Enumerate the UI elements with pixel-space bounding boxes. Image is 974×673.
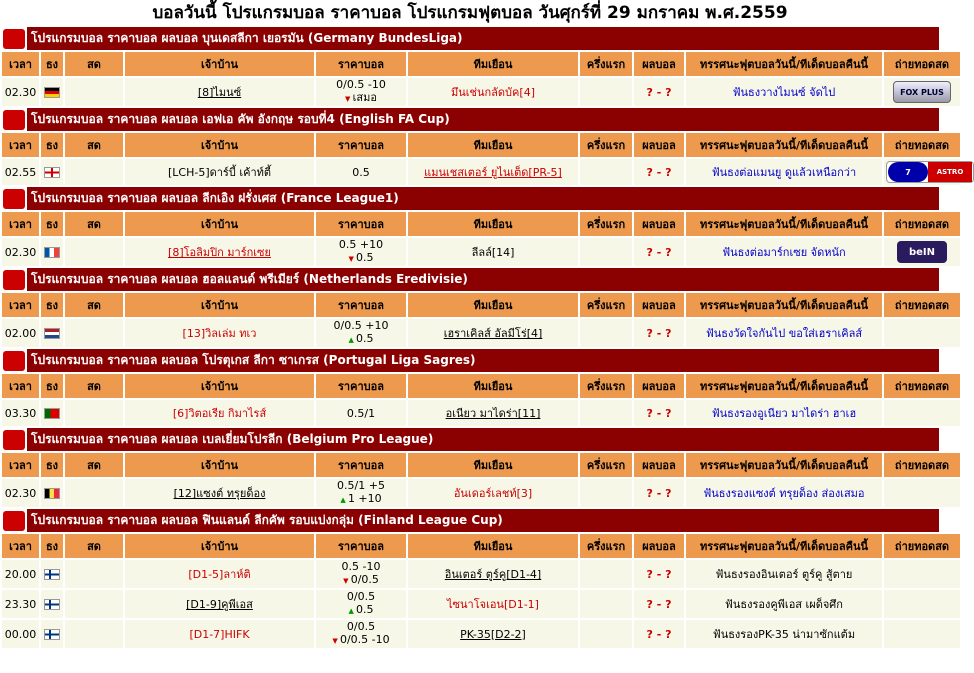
match-row: [2, 620, 960, 648]
live-cell: [65, 78, 123, 106]
header-result: ผลบอล: [634, 133, 684, 157]
page-title: บอลวันนี้ โปรแกรมบอล ราคาบอล โปรแกรมฟุตบอล วันศุกร์ที่ 29 มกราคม พ.ศ.2559: [152, 3, 788, 23]
odds-line-1: 0/0.5 -10: [336, 78, 386, 91]
header-flag: ธง: [41, 534, 63, 558]
match-time: 03.30: [2, 400, 39, 426]
match-time: 00.00: [2, 620, 39, 648]
arrow-up-icon: ▲: [348, 607, 357, 615]
half-time-score: [580, 479, 632, 507]
half-time-score: [580, 159, 632, 185]
arrow-down-icon: ▼: [343, 577, 351, 585]
header-row: [2, 374, 960, 398]
flag-fi-icon: [44, 599, 60, 610]
league-name: โปรแกรมบอล ราคาบอล ผลบอล บุนเดสลีกา เยอรมัน (Germany BundesLiga): [31, 31, 463, 45]
away-team[interactable]: ลีลล์[14]: [408, 238, 578, 266]
away-team[interactable]: อเนียว มาไดร่า[11]: [408, 400, 578, 426]
header-row: [2, 453, 960, 477]
odds-cell: [316, 620, 406, 648]
league-title: [0, 509, 940, 532]
prediction-tip[interactable]: ฟันธงรองอูเนียว มาไดร่า ฮาเฮ: [686, 400, 882, 426]
live-cell: [65, 319, 123, 347]
header-live: สด: [65, 534, 123, 558]
header-flag: ธง: [41, 374, 63, 398]
match-table: [0, 210, 962, 268]
result-score: ? - ?: [634, 479, 684, 507]
eredivisie-logo: [1, 268, 27, 291]
header-result: ผลบอล: [634, 293, 684, 317]
header-time: เวลา: [2, 52, 39, 76]
header-time: เวลา: [2, 133, 39, 157]
league-name: โปรแกรมบอล ราคาบอล ผลบอล ลีกเอิง ฝรั่งเศส (France League1): [31, 191, 399, 205]
header-price: ราคาบอล: [316, 374, 406, 398]
header-result: ผลบอล: [634, 374, 684, 398]
odds-line-1: 0.5/1 +5: [337, 479, 385, 492]
header-time: เวลา: [2, 293, 39, 317]
header-tv: ถ่ายทอดสด: [884, 212, 960, 236]
bundesliga-logo: [1, 27, 27, 50]
header-result: ผลบอล: [634, 534, 684, 558]
away-team[interactable]: มึนเช่นกลัดบัค[4]: [408, 78, 578, 106]
header-price: ราคาบอล: [316, 212, 406, 236]
match-row: [2, 479, 960, 507]
header-price: ราคาบอล: [316, 453, 406, 477]
header-flag: ธง: [41, 453, 63, 477]
flag-en-icon: [44, 167, 60, 178]
tv-cell: [884, 78, 960, 106]
header-result: ผลบอล: [634, 52, 684, 76]
header-half: ครึ่งแรก: [580, 52, 632, 76]
odds-line-1: 0.5 +10: [338, 238, 384, 251]
header-tv: ถ่ายทอดสด: [884, 52, 960, 76]
odds-line-1: 0/0.5: [346, 620, 376, 633]
tv-cell: [884, 590, 960, 618]
flag-cell: [41, 620, 63, 648]
odds-cell: [316, 159, 406, 185]
odds-line-2: [318, 633, 404, 648]
live-cell: [65, 238, 123, 266]
league-title: [0, 428, 940, 451]
match-row: [2, 238, 960, 266]
header-time: เวลา: [2, 212, 39, 236]
match-time: 02.30: [2, 78, 39, 106]
header-result: ผลบอล: [634, 212, 684, 236]
odds-line-1: 0/0.5: [346, 590, 376, 603]
odds-line-1: 0.5/1: [346, 406, 376, 420]
half-time-score: [580, 620, 632, 648]
prediction-tip[interactable]: ฟันธงวางไมนซ์ จัดไป: [686, 78, 882, 106]
flag-de-icon: [44, 87, 60, 98]
header-away: ทีมเยือน: [408, 133, 578, 157]
odds-line-2: [318, 603, 404, 618]
league-title: [0, 349, 940, 372]
flag-cell: [41, 560, 63, 588]
half-time-score: [580, 319, 632, 347]
header-live: สด: [65, 212, 123, 236]
tv-cell: [884, 159, 964, 185]
match-row: [2, 319, 960, 347]
header-live: สด: [65, 293, 123, 317]
away-team[interactable]: แมนเชสเตอร์ ยูไนเต็ด[PR-5]: [408, 159, 578, 185]
prediction-tip[interactable]: ฟันธงรองPK-35 น่ามาซักแต้ม: [686, 620, 882, 648]
header-row: [2, 212, 960, 236]
half-time-score: [580, 78, 632, 106]
league-name: โปรแกรมบอล ราคาบอล ผลบอล ฮอลแลนด์ พรีเมียร์ (Netherlands Eredivisie): [31, 272, 468, 286]
odds-line-1: 0/0.5 +10: [333, 319, 389, 332]
header-away: ทีมเยือน: [408, 212, 578, 236]
flag-pt-icon: [44, 408, 60, 419]
live-cell: [65, 590, 123, 618]
match-table: [0, 291, 962, 349]
header-live: สด: [65, 453, 123, 477]
odds-value-2: 0.5: [356, 603, 374, 616]
bein-sport-logo: beIN: [897, 241, 947, 263]
header-tip: ทรรศนะฟุตบอลวันนี้/ทีเด็ดบอลคืนนี้: [686, 534, 882, 558]
header-flag: ธง: [41, 133, 63, 157]
home-team[interactable]: [12]แซงต์ ทรุยด็อง: [125, 479, 314, 507]
match-time: 02.00: [2, 319, 39, 347]
odds-cell: [316, 590, 406, 618]
header-tv: ถ่ายทอดสด: [884, 453, 960, 477]
league-title: [0, 108, 940, 131]
header-time: เวลา: [2, 374, 39, 398]
header-home: เจ้าบ้าน: [125, 453, 314, 477]
match-row: [2, 159, 960, 185]
header-home: เจ้าบ้าน: [125, 293, 314, 317]
header-home: เจ้าบ้าน: [125, 374, 314, 398]
flag-cell: [41, 159, 63, 185]
header-price: ราคาบอล: [316, 133, 406, 157]
match-table: [0, 372, 962, 428]
odds-value-2: 0/0.5 -10: [339, 633, 390, 646]
league-name: โปรแกรมบอล ราคาบอล ผลบอล ฟินแลนด์ ลีกคัพ รอบแบ่งกลุ่ม (Finland League Cup): [31, 513, 503, 527]
league-list: [0, 27, 964, 650]
flag-cell: [41, 78, 63, 106]
away-team[interactable]: อินเตอร์ ตูร์คู[D1-4]: [408, 560, 578, 588]
live-cell: [65, 479, 123, 507]
header-flag: ธง: [41, 52, 63, 76]
odds-cell: [316, 479, 406, 507]
odds-cell: [316, 319, 406, 347]
header-tip: ทรรศนะฟุตบอลวันนี้/ทีเด็ดบอลคืนนี้: [686, 293, 882, 317]
league-logo-icon: [3, 430, 25, 450]
match-table: [0, 50, 962, 108]
header-tip: ทรรศนะฟุตบอลวันนี้/ทีเด็ดบอลคืนนี้: [686, 133, 882, 157]
header-half: ครึ่งแรก: [580, 133, 632, 157]
match-table: [0, 451, 962, 509]
astro-supersport-logo: [886, 161, 974, 183]
odds-cell: [316, 78, 406, 106]
header-result: ผลบอล: [634, 453, 684, 477]
header-away: ทีมเยือน: [408, 52, 578, 76]
header-tip: ทรรศนะฟุตบอลวันนี้/ทีเด็ดบอลคืนนี้: [686, 374, 882, 398]
odds-cell: [316, 238, 406, 266]
odds-line-2: [318, 332, 404, 347]
tv-cell: [884, 319, 960, 347]
arrow-down-icon: ▼: [348, 255, 357, 263]
league-logo-icon: [3, 351, 25, 371]
match-row: [2, 590, 960, 618]
header-row: [2, 133, 960, 157]
flag-nl-icon: [44, 328, 60, 339]
prediction-tip[interactable]: ฟันธงรองคูพีเอส เผด็จศึก: [686, 590, 882, 618]
league-logo-icon: [3, 189, 25, 209]
odds-value-2: 0/0.5: [350, 573, 379, 586]
league-name: โปรแกรมบอล ราคาบอล ผลบอล โปรตุเกส ลีกา ซาเกรส (Portugal Liga Sagres): [31, 353, 476, 367]
live-cell: [65, 560, 123, 588]
match-time: 02.30: [2, 238, 39, 266]
flag-fr-icon: [44, 247, 60, 258]
prediction-tip[interactable]: ฟันธงวัดใจกันไป ขอใส่เฮราเคิลส์: [686, 319, 882, 347]
result-score: ? - ?: [634, 400, 684, 426]
home-team[interactable]: [D1-5]ลาห์ติ: [125, 560, 314, 588]
header-half: ครึ่งแรก: [580, 212, 632, 236]
odds-line-2: [318, 91, 404, 106]
header-half: ครึ่งแรก: [580, 374, 632, 398]
header-home: เจ้าบ้าน: [125, 52, 314, 76]
live-cell: [65, 159, 123, 185]
match-table: [0, 131, 962, 187]
odds-value-2: 0.5: [356, 332, 374, 345]
flag-be-icon: [44, 488, 60, 499]
header-row: [2, 293, 960, 317]
header-price: ราคาบอล: [316, 293, 406, 317]
tv-cell: [884, 620, 960, 648]
header-tip: ทรรศนะฟุตบอลวันนี้/ทีเด็ดบอลคืนนี้: [686, 212, 882, 236]
header-half: ครึ่งแรก: [580, 453, 632, 477]
result-score: ? - ?: [634, 560, 684, 588]
header-away: ทีมเยือน: [408, 453, 578, 477]
header-price: ราคาบอล: [316, 534, 406, 558]
header-tv: ถ่ายทอดสด: [884, 534, 960, 558]
league-title: [0, 268, 940, 291]
flag-cell: [41, 590, 63, 618]
header-half: ครึ่งแรก: [580, 534, 632, 558]
half-time-score: [580, 400, 632, 426]
tv-cell: [884, 560, 960, 588]
half-time-score: [580, 238, 632, 266]
header-flag: ธง: [41, 293, 63, 317]
home-team[interactable]: [D1-7]HIFK: [125, 620, 314, 648]
jupiler-logo: [1, 428, 27, 451]
match-row: [2, 400, 960, 426]
odds-value-2: 1 +10: [347, 492, 382, 505]
odds-value-2: เสมอ: [352, 91, 377, 104]
header-time: เวลา: [2, 534, 39, 558]
home-team[interactable]: [13]วิลเล่ม ทเว: [125, 319, 314, 347]
astro-channel-icon: 7: [888, 162, 928, 182]
arrow-up-icon: ▲: [340, 496, 348, 504]
header-half: ครึ่งแรก: [580, 293, 632, 317]
odds-line-2: [318, 573, 404, 588]
league-name: โปรแกรมบอล ราคาบอล ผลบอล เอฟเอ คัพ อังกฤษ รอบที่4 (English FA Cup): [31, 112, 450, 126]
league-logo-icon: [3, 110, 25, 130]
header-home: เจ้าบ้าน: [125, 133, 314, 157]
arrow-down-icon: ▼: [345, 95, 353, 103]
header-live: สด: [65, 374, 123, 398]
away-team[interactable]: เฮราเคิลส์ อัลมีโร่[4]: [408, 319, 578, 347]
header-tv: ถ่ายทอดสด: [884, 374, 960, 398]
live-cell: [65, 620, 123, 648]
flag-cell: [41, 319, 63, 347]
fox-sports-plus-logo: FOX PLUS: [893, 81, 951, 103]
result-score: ? - ?: [634, 78, 684, 106]
header-live: สด: [65, 52, 123, 76]
home-team[interactable]: [LCH-5]ดาร์บี้ เค้าท์ตี้: [125, 159, 314, 185]
header-row: [2, 534, 960, 558]
odds-line-1: 0.5: [352, 165, 370, 179]
league-logo-icon: [3, 270, 25, 290]
arrow-down-icon: ▼: [332, 637, 340, 645]
match-time: 02.55: [2, 159, 39, 185]
league-logo-icon: [3, 511, 25, 531]
prediction-tip[interactable]: ฟันธงรองแซงต์ ทรุยด็อง ส่องเสมอ: [686, 479, 882, 507]
supersport-label: ASTRO: [928, 162, 972, 182]
result-score: ? - ?: [634, 620, 684, 648]
league-title: [0, 27, 940, 50]
half-time-score: [580, 590, 632, 618]
header-away: ทีมเยือน: [408, 293, 578, 317]
away-team[interactable]: อันเดอร์เลชท์[3]: [408, 479, 578, 507]
away-team[interactable]: ไซนาโจเอน[D1-1]: [408, 590, 578, 618]
prediction-tip[interactable]: ฟันธงต่อแมนยู ดูแล้วเหนือกว่า: [686, 159, 882, 185]
away-team[interactable]: PK-35[D2-2]: [408, 620, 578, 648]
home-team[interactable]: [D1-9]คูพีเอส: [125, 590, 314, 618]
odds-line-2: [318, 251, 404, 266]
prediction-tip[interactable]: ฟันธงรองอินเตอร์ ตูร์คู สู้ตาย: [686, 560, 882, 588]
match-table: [0, 532, 962, 650]
home-team[interactable]: [8]ไมนซ์: [125, 78, 314, 106]
result-score: ? - ?: [634, 159, 684, 185]
liga-sagres-logo: [1, 349, 27, 372]
header-price: ราคาบอล: [316, 52, 406, 76]
flag-fi-icon: [44, 569, 60, 580]
fa-cup-logo: [1, 108, 27, 131]
header-tip: ทรรศนะฟุตบอลวันนี้/ทีเด็ดบอลคืนนี้: [686, 52, 882, 76]
league-logo-icon: [3, 29, 25, 49]
finland-logo: [1, 509, 27, 532]
header-away: ทีมเยือน: [408, 374, 578, 398]
flag-fi-icon: [44, 629, 60, 640]
match-row: [2, 560, 960, 588]
header-tv: ถ่ายทอดสด: [884, 293, 960, 317]
odds-line-1: 0.5 -10: [341, 560, 381, 573]
flag-cell: [41, 238, 63, 266]
half-time-score: [580, 560, 632, 588]
flag-cell: [41, 400, 63, 426]
prediction-tip[interactable]: ฟันธงต่อมาร์กเซย จัดหนัก: [686, 238, 882, 266]
header-live: สด: [65, 133, 123, 157]
odds-cell: [316, 400, 406, 426]
header-away: ทีมเยือน: [408, 534, 578, 558]
tv-cell: [884, 479, 960, 507]
header-time: เวลา: [2, 453, 39, 477]
league-title: [0, 187, 940, 210]
arrow-up-icon: ▲: [348, 336, 357, 344]
header-row: [2, 52, 960, 76]
home-team[interactable]: [8]โอลิมปิก มาร์กเซย: [125, 238, 314, 266]
home-team[interactable]: [6]วิตอเรีย กิมาไรส์: [125, 400, 314, 426]
live-cell: [65, 400, 123, 426]
league-name: โปรแกรมบอล ราคาบอล ผลบอล เบลเยี่ยมโปรลีก (Belgium Pro League): [31, 432, 434, 446]
odds-cell: [316, 560, 406, 588]
header-tip: ทรรศนะฟุตบอลวันนี้/ทีเด็ดบอลคืนนี้: [686, 453, 882, 477]
match-time: 23.30: [2, 590, 39, 618]
result-score: ? - ?: [634, 238, 684, 266]
flag-cell: [41, 479, 63, 507]
header-home: เจ้าบ้าน: [125, 212, 314, 236]
result-score: ? - ?: [634, 319, 684, 347]
odds-line-2: [318, 492, 404, 507]
ligue1-logo: [1, 187, 27, 210]
tv-cell: [884, 238, 960, 266]
result-score: ? - ?: [634, 590, 684, 618]
odds-value-2: 0.5: [356, 251, 374, 264]
header-tv: ถ่ายทอดสด: [884, 133, 960, 157]
header-flag: ธง: [41, 212, 63, 236]
header-home: เจ้าบ้าน: [125, 534, 314, 558]
match-time: 20.00: [2, 560, 39, 588]
tv-cell: [884, 400, 960, 426]
match-time: 02.30: [2, 479, 39, 507]
match-row: [2, 78, 960, 106]
